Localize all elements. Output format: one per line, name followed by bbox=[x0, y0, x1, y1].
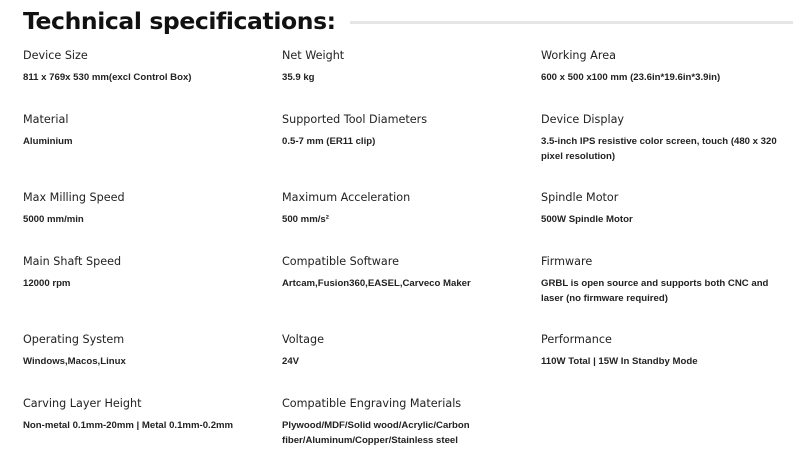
spec-value: 0.5-7 mm (ER11 clip) bbox=[282, 134, 520, 150]
spec-label: Compatible Software bbox=[282, 255, 541, 269]
spec-value: 600 x 500 x100 mm (23.6in*19.6in*3.9in) bbox=[541, 70, 779, 86]
spec-value: 811 x 769x 530 mm(excl Control Box) bbox=[23, 70, 261, 86]
spec-performance bbox=[541, 328, 793, 392]
spec-label: Main Shaft Speed bbox=[23, 255, 282, 269]
spec-empty-cell bbox=[541, 392, 793, 470]
spec-value: 500 mm/s² bbox=[282, 212, 520, 228]
page-title: Technical specifications: bbox=[23, 7, 336, 35]
spec-tool-diameters bbox=[282, 108, 541, 187]
spec-label: Operating System bbox=[23, 333, 282, 347]
spec-grid bbox=[23, 44, 793, 470]
spec-label: Device Display bbox=[541, 113, 793, 127]
spec-value: Aluminium bbox=[23, 134, 261, 150]
spec-value: 35.9 kg bbox=[282, 70, 520, 86]
spec-label: Max Milling Speed bbox=[23, 191, 282, 205]
spec-value: GRBL is open source and supports both CNC and laser (no firmware required) bbox=[541, 276, 779, 307]
spec-label: Spindle Motor bbox=[541, 191, 793, 205]
spec-max-acceleration bbox=[282, 186, 541, 250]
spec-label: Working Area bbox=[541, 49, 793, 63]
spec-value: Plywood/MDF/Solid wood/Acrylic/Carbon fiber/Aluminum/Copper/Stainless steel bbox=[282, 418, 520, 449]
spec-device-size bbox=[23, 44, 282, 108]
spec-value: 3.5-inch IPS resistive color screen, touch (480 x 320 pixel resolution) bbox=[541, 134, 779, 165]
spec-row bbox=[23, 392, 793, 470]
spec-label: Maximum Acceleration bbox=[282, 191, 541, 205]
spec-main-shaft-speed bbox=[23, 250, 282, 329]
spec-value: 12000 rpm bbox=[23, 276, 261, 292]
spec-label: Net Weight bbox=[282, 49, 541, 63]
spec-row bbox=[23, 108, 793, 187]
spec-label: Performance bbox=[541, 333, 793, 347]
spec-label: Carving Layer Height bbox=[23, 397, 282, 411]
spec-engraving-materials bbox=[282, 392, 541, 470]
spec-spindle-motor bbox=[541, 186, 793, 250]
spec-row bbox=[23, 44, 793, 108]
spec-label: Voltage bbox=[282, 333, 541, 347]
spec-value: Non-metal 0.1mm-20mm | Metal 0.1mm-0.2mm bbox=[23, 418, 261, 434]
spec-max-milling-speed bbox=[23, 186, 282, 250]
spec-value: Windows,Macos,Linux bbox=[23, 354, 261, 370]
title-row bbox=[23, 4, 793, 38]
spec-value: 110W Total | 15W In Standby Mode bbox=[541, 354, 779, 370]
spec-carving-layer-height bbox=[23, 392, 282, 470]
spec-device-display bbox=[541, 108, 793, 187]
spec-compatible-software bbox=[282, 250, 541, 329]
spec-label: Compatible Engraving Materials bbox=[282, 397, 541, 411]
spec-value: Artcam,Fusion360,EASEL,Carveco Maker bbox=[282, 276, 520, 292]
spec-material bbox=[23, 108, 282, 187]
spec-label: Firmware bbox=[541, 255, 793, 269]
spec-voltage bbox=[282, 328, 541, 392]
spec-row bbox=[23, 186, 793, 250]
spec-label: Material bbox=[23, 113, 282, 127]
spec-row bbox=[23, 328, 793, 392]
spec-value: 24V bbox=[282, 354, 520, 370]
spec-firmware bbox=[541, 250, 793, 329]
title-divider bbox=[350, 21, 793, 24]
spec-value: 5000 mm/min bbox=[23, 212, 261, 228]
spec-operating-system bbox=[23, 328, 282, 392]
spec-row bbox=[23, 250, 793, 329]
spec-label: Device Size bbox=[23, 49, 282, 63]
spec-working-area bbox=[541, 44, 793, 108]
spec-net-weight bbox=[282, 44, 541, 108]
spec-value: 500W Spindle Motor bbox=[541, 212, 779, 228]
spec-label: Supported Tool Diameters bbox=[282, 113, 541, 127]
